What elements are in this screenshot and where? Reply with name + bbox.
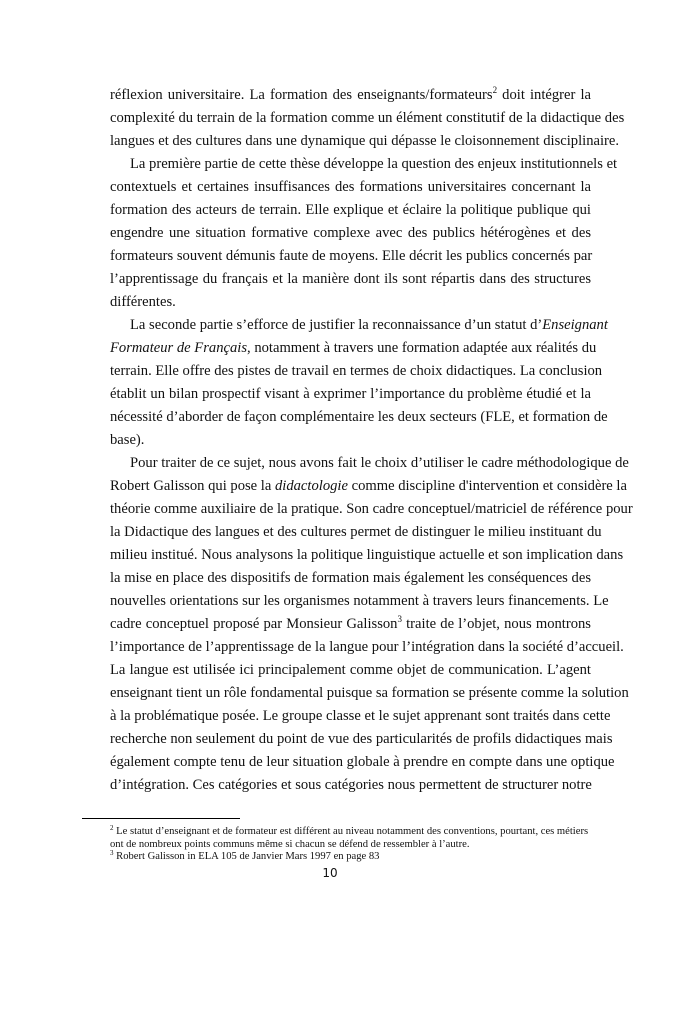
text-segment: recherche non seulement du point de vue des particularités de profils didactiques mais [110, 731, 613, 747]
body-text [110, 84, 633, 797]
text-line [110, 498, 633, 521]
text-segment: théorie comme auxiliaire de la pratique. Son cadre conceptuel/matriciel de référence pour [110, 501, 633, 517]
text-line [110, 314, 608, 337]
text-segment: établit un bilan prospectif visant à exprimer l’importance du problème étudié et la [110, 386, 591, 402]
text-segment: milieu institué. Nous analysons la politique linguistique actuelle et son implication dans [110, 547, 624, 563]
text-segment: La seconde partie s’efforce de justifier la reconnaissance d’un statut d’ [130, 317, 543, 333]
text-line [110, 107, 625, 130]
text-segment: à la problématique posée. Le groupe classe et le sujet apprenant sont traités dans cette [110, 708, 611, 724]
footnote-3: $^3$ Robert Galisson in ELA 105 de Janvier Mars 1997 en page 83 [110, 849, 380, 862]
text-segment: Robert Galisson qui pose la [110, 478, 275, 494]
footnote-2: $^2$ Le statut d’enseignant et de formateur est différent au niveau notamment des conventions, pourtant, ces métiers ont de nombreux points communs même si chacun se défend de ressembler à l’autre. [110, 824, 589, 850]
text-segment: contextuels et certaines insuffisances des formations universitaires concernant la [110, 179, 591, 195]
text-segment: engendre une situation formative complexe avec des publics hétérogènes et des [110, 225, 591, 241]
text-line [110, 452, 629, 475]
text-line [110, 544, 624, 567]
text-line [110, 636, 624, 659]
text-line [110, 682, 629, 705]
text-line [110, 475, 627, 498]
text-line [110, 176, 591, 199]
text-segment: l’importance de l’apprentissage de la langue pour l’intégration dans la société d’accueil. [110, 639, 624, 655]
text-line [110, 521, 602, 544]
text-segment: la Didactique des langues et des cultures permet de distinguer le milieu instituant du [110, 524, 602, 540]
text-line [110, 590, 609, 613]
text-segment: formation des acteurs de terrain. Elle explique et éclaire la politique publique qui [110, 202, 591, 218]
text-segment: cadre conceptuel proposé par Monsieur Galisson [110, 616, 398, 632]
text-line [110, 291, 591, 314]
page-number: 10 [322, 866, 338, 880]
text-segment: , notamment à travers une formation adaptée aux réalités du [247, 340, 597, 356]
text-line [110, 613, 591, 636]
text-line [110, 360, 603, 383]
text-segment: nouvelles orientations sur les organismes notamment à travers leurs financements. Le [110, 593, 609, 609]
text-segment: traite de l’objet, nous montrons [401, 616, 591, 632]
text-segment: l’apprentissage du français et la manière dont ils sont répartis dans des structures [110, 271, 591, 287]
text-segment: comme discipline d'intervention et considère la [347, 478, 627, 494]
text-segment: La langue est utilisée ici principalement comme objet de communication. L’agent [110, 662, 591, 678]
text-segment: Pour traiter de ce sujet, nous avons fait le choix d’utiliser le cadre méthodologique de [130, 455, 629, 471]
text-line [110, 774, 591, 797]
text-segment: terrain. Elle offre des pistes de travail en termes de choix didactiques. La conclusion [110, 363, 603, 379]
text-segment: doit intégrer la [497, 87, 591, 103]
text-line [110, 222, 591, 245]
text-line [110, 751, 615, 774]
text-segment: complexité du terrain de la formation comme un élément constitutif de la didactique des [110, 110, 625, 126]
text-line [110, 429, 591, 452]
text-line [110, 130, 620, 153]
text-line [110, 337, 597, 360]
text-segment: formateurs souvent démunis faute de moyens. Elle décrit les publics concernés par [110, 248, 593, 264]
text-segment: base). [110, 432, 145, 448]
text-segment: d’intégration. Ces catégories et sous catégories nous permettent de structurer notre [110, 777, 592, 793]
text-line [110, 199, 591, 222]
text-line [110, 705, 611, 728]
text-segment: la mise en place des dispositifs de formation mais également les conséquences des [110, 570, 591, 586]
text-segment: différentes. [110, 294, 176, 310]
text-segment: réflexion universitaire. La formation des enseignants/formateurs [110, 87, 493, 103]
footnote-ref: 3 [397, 614, 402, 624]
footnotes [110, 826, 600, 864]
text-segment: également compte tenu de leur situation globale à prendre en compte dans une optique [110, 754, 615, 770]
text-line [110, 728, 613, 751]
text-segment: Enseignant [542, 317, 608, 333]
text-segment: Formateur de Français [110, 340, 248, 356]
text-line [110, 406, 608, 429]
text-segment: langues et des cultures dans une dynamique qui dépasse le cloisonnement disciplinaire. [110, 133, 620, 149]
text-line [110, 268, 591, 291]
text-line [110, 84, 591, 107]
text-line [110, 383, 591, 406]
text-line [110, 567, 591, 590]
text-segment: nécessité d’aborder de façon complémentaire les deux secteurs (FLE, et formation de [110, 409, 608, 425]
text-line [110, 153, 618, 176]
footnote-ref: 2 [492, 85, 498, 95]
text-segment: didactologie [274, 478, 348, 494]
text-line [110, 659, 591, 682]
text-segment: La première partie de cette thèse développe la question des enjeux institutionnels et [130, 156, 618, 172]
text-segment: enseignant tient un rôle fondamental puisque sa formation se présente comme la solution [110, 685, 629, 701]
text-line [110, 245, 591, 268]
footnote-separator [82, 818, 240, 819]
